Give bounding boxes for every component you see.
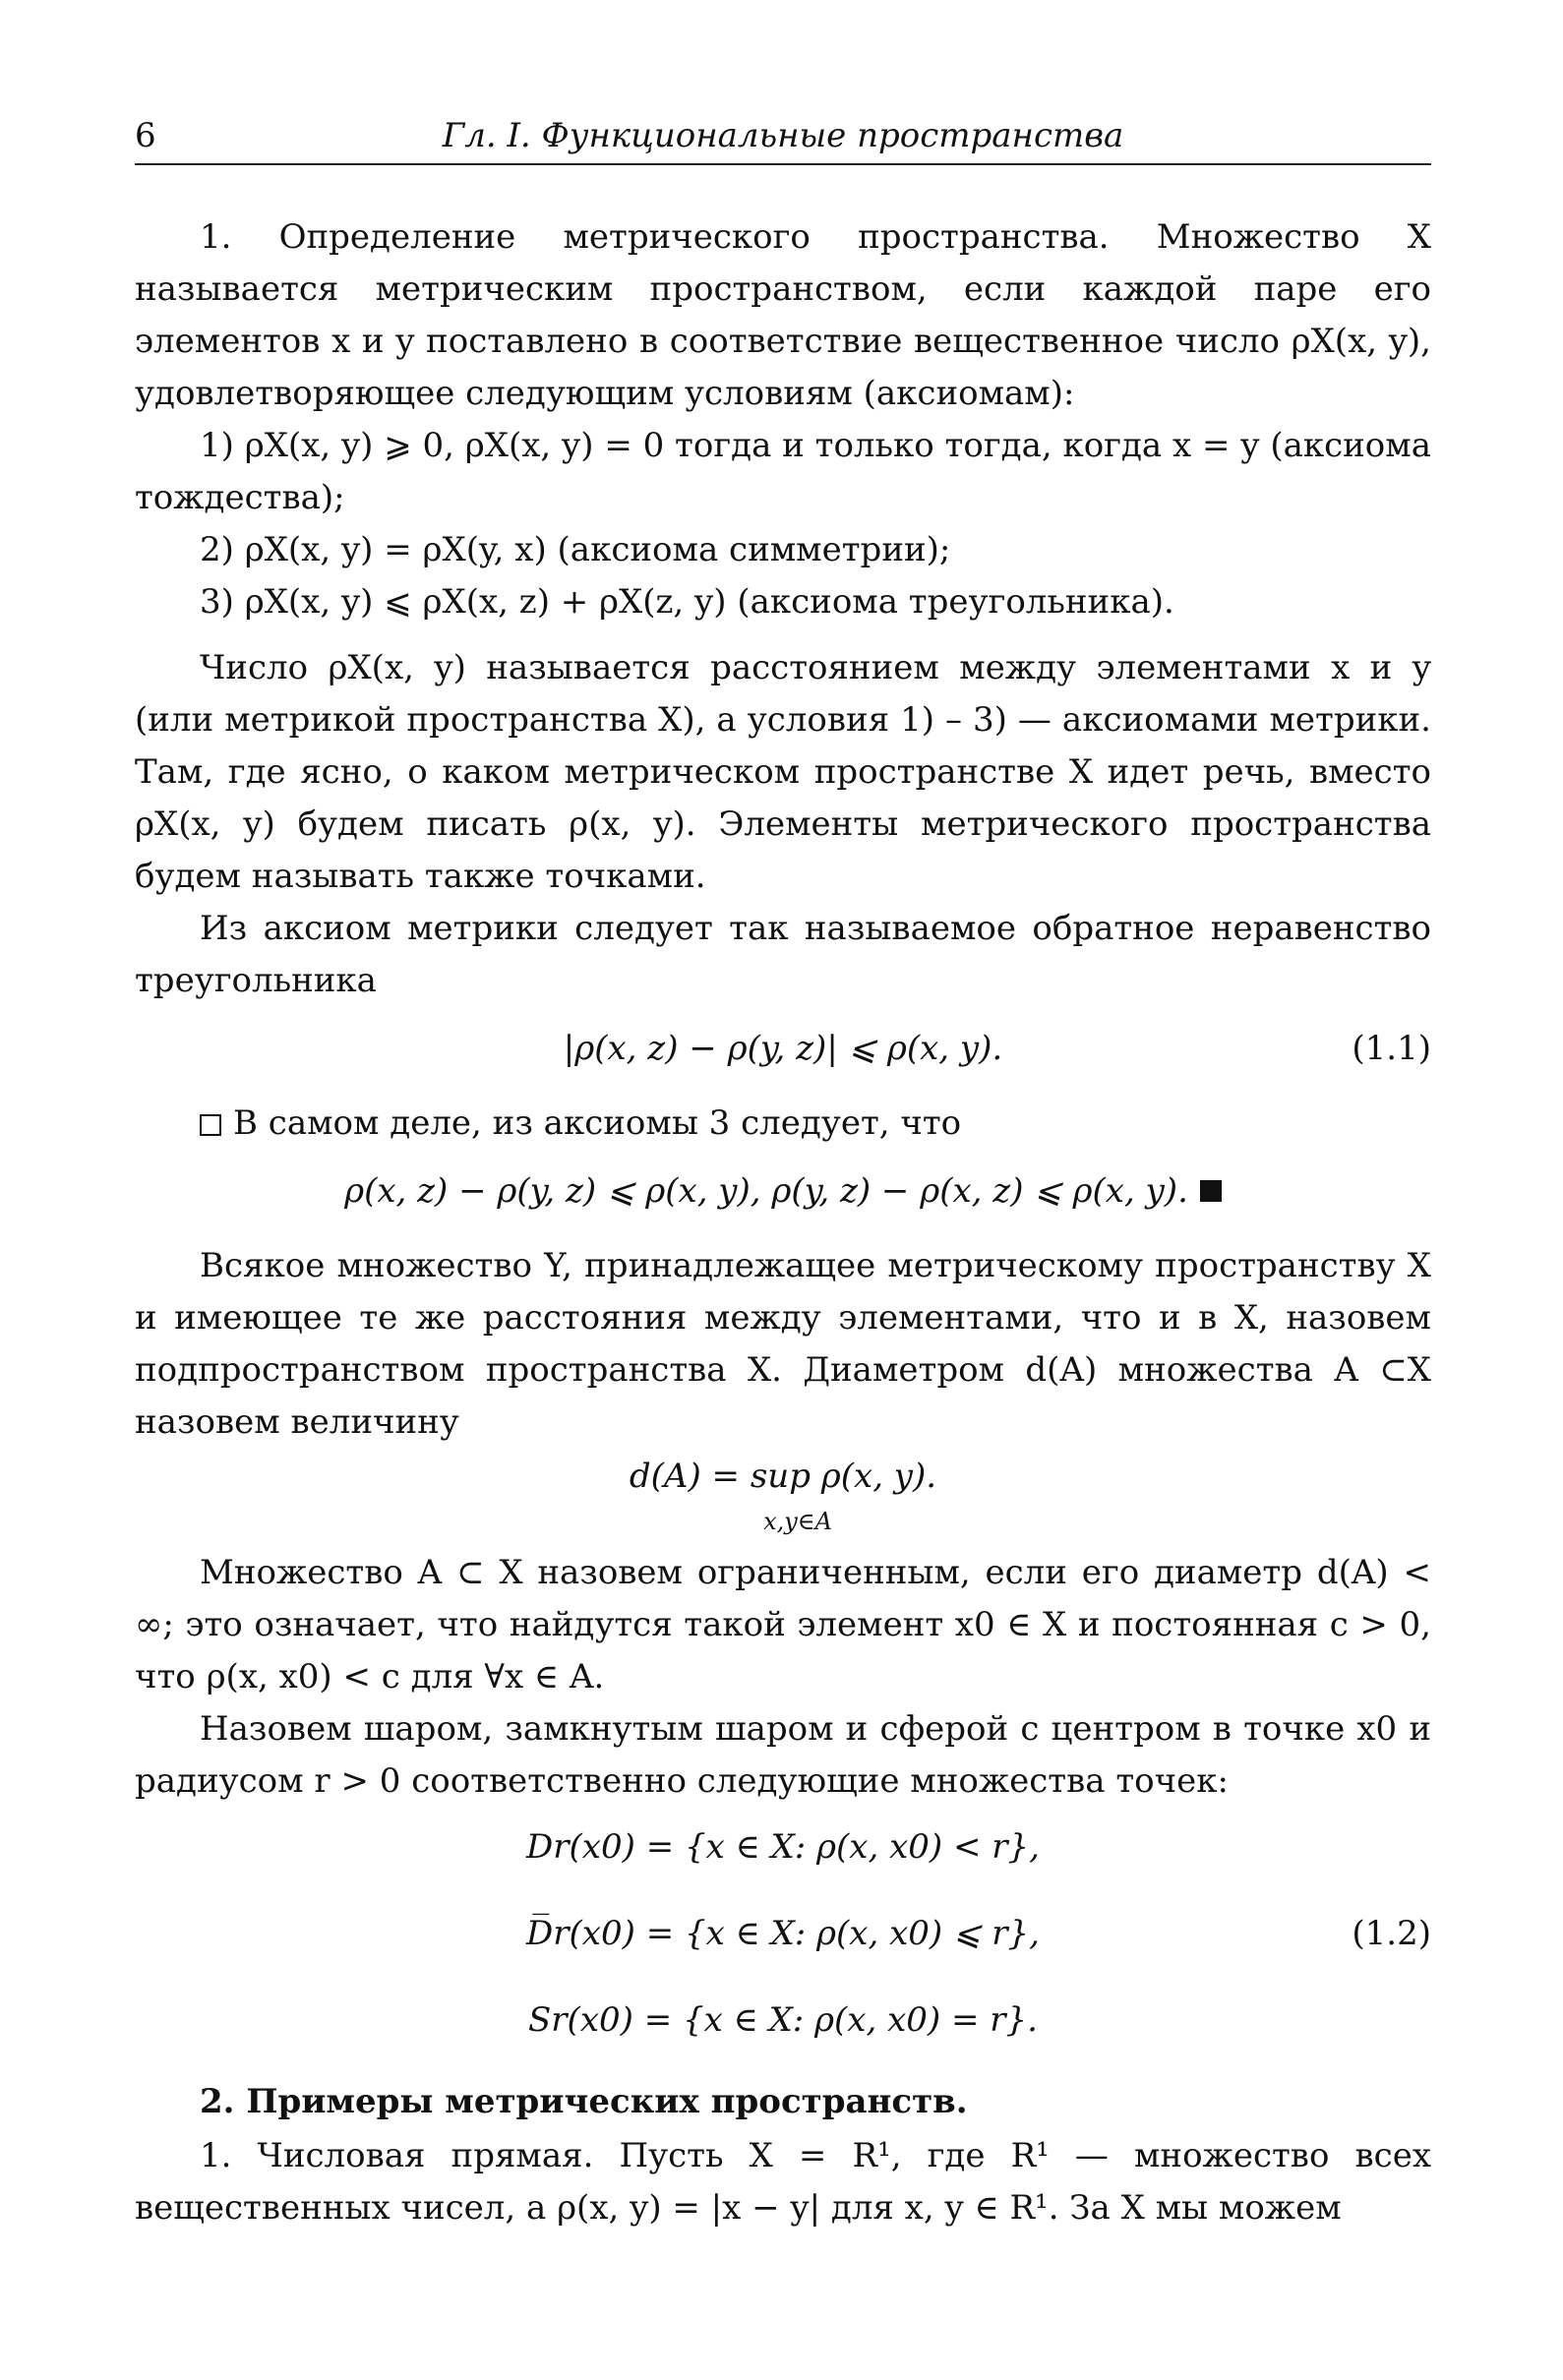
proof-text: В самом деле, из аксиомы 3 следует, что	[233, 1103, 962, 1143]
diameter-equation-subscript: x,y∈A	[763, 1508, 832, 1535]
diameter-equation	[135, 1449, 1431, 1547]
proof-equation	[135, 1150, 1431, 1240]
proof-equation-expr: ρ(x, z) − ρ(y, z) ⩽ ρ(x, y), ρ(y, z) − ρ(x, z) ⩽ ρ(x, y).	[344, 1171, 1188, 1211]
open-ball-def: Dr(x0) = {x ∈ X: ρ(x, x0) < r},	[526, 1827, 1040, 1867]
equation-1-1	[135, 1007, 1431, 1098]
ball-paragraph: Назовем шаром, замкнутым шаром и сферой с центром в точке x0 и радиусом r > 0 соответственно следующие множества точек:	[135, 1709, 1431, 1801]
running-header	[135, 108, 1431, 167]
subspace-paragraph: Всякое множество Y, принадлежащее метрическому пространству X и имеющее те же расстояния между элементами, что и в X, назовем подпространством пространства X. Диаметром d(A) множества A ⊂X назовем величину	[135, 1246, 1431, 1442]
equation-1-1-number: (1.1)	[1352, 1029, 1431, 1068]
number-line-paragraph: 1. Числовая прямая. Пусть X = R¹, где R¹ — множество всех вещественных чисел, а ρ(x, y) = |x − y| для x, y ∈ R¹. За X мы можем	[135, 2136, 1431, 2228]
sphere-def: Sr(x0) = {x ∈ X: ρ(x, x0) = r}.	[528, 2000, 1038, 2040]
proof-start-box-icon	[200, 1114, 221, 1136]
qed-square-icon	[1200, 1180, 1222, 1202]
proof-paragraph	[135, 1098, 1431, 1150]
axiom-triangle: 3) ρX(x, y) ⩽ ρX(x, z) + ρX(z, y) (аксиома треугольника).	[200, 582, 1174, 622]
header-rule	[135, 163, 1431, 165]
page-number: 6	[135, 116, 156, 155]
reverse-triangle-intro: Из аксиом метрики следует так называемое обратное неравенство треугольника	[135, 909, 1431, 1000]
page-body	[135, 211, 1431, 2234]
equation-1-1-expr: |ρ(x, z) − ρ(y, z)| ⩽ ρ(x, y).	[563, 1029, 1003, 1068]
axiom-identity: 1) ρX(x, y) ⩾ 0, ρX(x, y) = 0 тогда и только тогда, когда x = y (аксиома тождества);	[135, 426, 1431, 517]
bounded-paragraph: Множество A ⊂ X назовем ограниченным, если его диаметр d(A) < ∞; это означает, что найдутся такой элемент x0 ∈ X и постоянная c > 0, что ρ(x, x0) < c для ∀x ∈ A.	[135, 1553, 1431, 1696]
section-heading-examples: 2. Примеры метрических пространств.	[200, 2082, 968, 2121]
running-title: Гл. I. Функциональные пространства	[442, 116, 1124, 155]
diameter-equation-expr: d(A) = sup ρ(x, y).	[629, 1457, 937, 1496]
distance-paragraph: Число ρX(x, y) называется расстоянием между элементами x и y (или метрикой пространства X), а условия 1) – 3) — аксиомами метрики. Там, где ясно, о каком метрическом пространстве X идет речь, вместо ρX(x, y) будем писать ρ(x, y). Элементы метрического пространства будем называть также точками.	[135, 648, 1431, 896]
proof-equation-line	[135, 1171, 1431, 1211]
equation-1-2-number: (1.2)	[1352, 1914, 1431, 1953]
definition-paragraph: 1. Определение метрического пространства. Множество X называется метрическим пространством, если каждой паре его элементов x и y поставлено в соответствие вещественное число ρX(x, y), удовлетворяющее следующим условиям (аксиомам):	[135, 217, 1431, 413]
equation-1-2	[135, 1817, 1431, 2050]
axiom-symmetry: 2) ρX(x, y) = ρX(y, x) (аксиома симметрии);	[200, 530, 951, 569]
closed-ball-def: D̅r(x0) = {x ∈ X: ρ(x, x0) ⩽ r},	[526, 1914, 1040, 1953]
